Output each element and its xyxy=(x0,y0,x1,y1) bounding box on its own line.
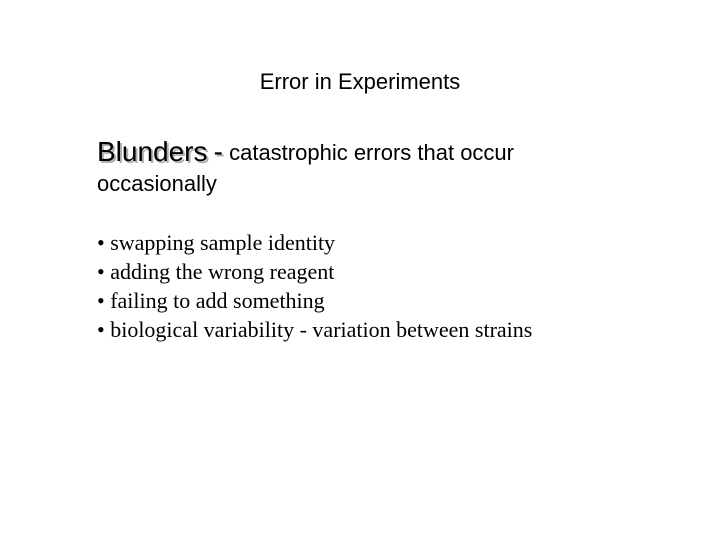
term-blunders: Blunders xyxy=(97,136,208,167)
term-separator: - xyxy=(213,136,223,167)
list-item: • failing to add something xyxy=(97,288,325,313)
definition-text-line-2: occasionally xyxy=(97,171,217,196)
list-item: • adding the wrong reagent xyxy=(97,259,335,284)
list-item: • swapping sample identity xyxy=(97,230,336,255)
blunders-definition xyxy=(97,136,657,170)
definition-text-line-1: catastrophic errors that occur xyxy=(229,140,514,165)
list-item: • biological variability - variation between strains xyxy=(97,317,533,342)
slide-title: Error in Experiments xyxy=(259,69,461,94)
examples-list xyxy=(97,228,532,344)
